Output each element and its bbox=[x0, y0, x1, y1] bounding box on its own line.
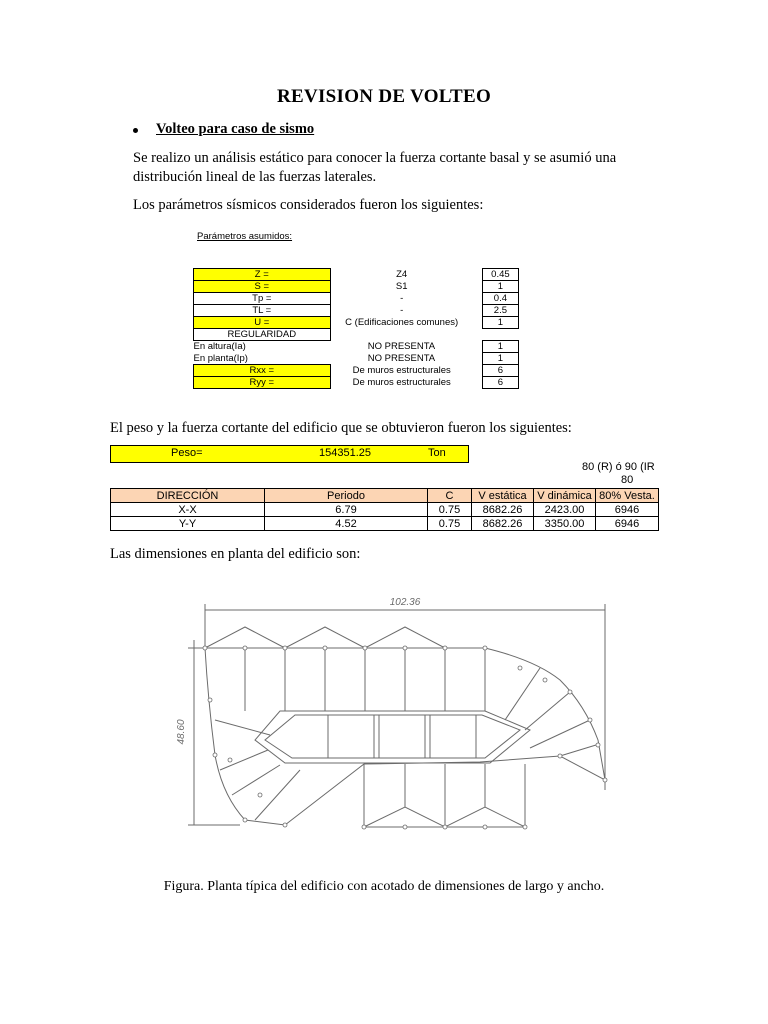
results-table bbox=[110, 488, 659, 531]
table-cell: 0.75 bbox=[428, 503, 472, 517]
param-description: De muros estructurales bbox=[352, 365, 451, 376]
param-value: 1 bbox=[482, 341, 518, 353]
params-row bbox=[194, 293, 519, 305]
peso-value: 154351.25 bbox=[319, 447, 371, 459]
paragraph-2: Los parámetros sísmicos considerados fueron los siguientes: bbox=[133, 197, 484, 213]
table-cell: 6946 bbox=[596, 503, 659, 517]
param-label: U = bbox=[194, 317, 331, 329]
results-column-header: DIRECCIÓN bbox=[111, 489, 265, 503]
width-dimension: 48.60 bbox=[176, 719, 187, 745]
results-column-header: V estática bbox=[472, 489, 534, 503]
param-description: S1 bbox=[395, 281, 408, 292]
params-row bbox=[194, 377, 519, 389]
param-value: 0.4 bbox=[482, 293, 518, 305]
param-description: NO PRESENTA bbox=[367, 341, 436, 352]
param-label: REGULARIDAD bbox=[194, 329, 331, 341]
param-description: - bbox=[400, 293, 404, 304]
table-cell: 6946 bbox=[596, 517, 659, 531]
table-cell: 0.75 bbox=[428, 517, 472, 531]
paragraph-4: Las dimensiones en planta del edificio son: bbox=[110, 546, 361, 562]
param-value: 1 bbox=[482, 353, 518, 365]
table-cell: X-X bbox=[111, 503, 265, 517]
table-cell: Y-Y bbox=[111, 517, 265, 531]
table-cell: 8682.26 bbox=[472, 503, 534, 517]
param-value bbox=[482, 329, 518, 341]
peso-bar bbox=[110, 445, 469, 463]
param-description: De muros estructurales bbox=[352, 377, 451, 388]
param-label: Tp = bbox=[194, 293, 331, 305]
paragraph-1-line-1: Se realizo un análisis estático para conocer la fuerza cortante basal y se asumió una bbox=[133, 150, 617, 166]
table-cell: 3350.00 bbox=[534, 517, 596, 531]
params-table bbox=[193, 268, 519, 389]
param-label: S = bbox=[194, 281, 331, 293]
results-header-row bbox=[111, 489, 659, 503]
param-description: C (Edificaciones comunes) bbox=[345, 317, 459, 328]
param-description: - bbox=[400, 305, 404, 316]
bullet-icon bbox=[133, 128, 138, 133]
params-row bbox=[194, 329, 519, 341]
params-heading: Parámetros asumidos: bbox=[197, 231, 293, 242]
peso-unit: Ton bbox=[428, 447, 446, 459]
param-value: 6 bbox=[482, 377, 518, 389]
page-title: REVISION DE VOLTEO bbox=[276, 86, 492, 107]
params-row bbox=[194, 317, 519, 329]
results-column-header: 80% Vesta. bbox=[596, 489, 659, 503]
note-line-2: 80 bbox=[621, 474, 634, 486]
param-description: Z4 bbox=[396, 269, 408, 280]
table-cell: 4.52 bbox=[265, 517, 428, 531]
table-row bbox=[111, 517, 659, 531]
param-label: En altura(Ia) bbox=[193, 341, 246, 353]
params-row bbox=[194, 341, 519, 353]
results-column-header: Periodo bbox=[265, 489, 428, 503]
param-value: 2.5 bbox=[482, 305, 518, 317]
results-column-header: C bbox=[428, 489, 472, 503]
param-label: En planta(Ip) bbox=[193, 352, 248, 364]
params-row bbox=[194, 365, 519, 377]
param-value: 6 bbox=[482, 365, 518, 377]
param-description: NO PRESENTA bbox=[367, 353, 436, 364]
results-column-header: V dinámica bbox=[534, 489, 596, 503]
params-row bbox=[194, 281, 519, 293]
table-cell: 2423.00 bbox=[534, 503, 596, 517]
param-value: 0.45 bbox=[482, 269, 518, 281]
table-cell: 8682.26 bbox=[472, 517, 534, 531]
params-row bbox=[194, 353, 519, 365]
params-row bbox=[194, 305, 519, 317]
param-label: Ryy = bbox=[194, 377, 331, 389]
table-cell: 6.79 bbox=[265, 503, 428, 517]
table-row bbox=[111, 503, 659, 517]
params-row bbox=[194, 269, 519, 281]
note-line-1: 80 (R) ó 90 (IR bbox=[582, 461, 655, 473]
param-label: TL = bbox=[194, 305, 331, 317]
paragraph-1-line-2: distribución lineal de las fuerzas laterales. bbox=[133, 169, 377, 185]
paragraph-3: El peso y la fuerza cortante del edificio que se obtuvieron fueron los siguientes: bbox=[110, 420, 572, 436]
param-label: Z = bbox=[194, 269, 331, 281]
figure-caption: Figura. Planta típica del edificio con acotado de dimensiones de largo y ancho. bbox=[163, 879, 605, 894]
peso-label: Peso= bbox=[171, 447, 203, 459]
param-value: 1 bbox=[482, 317, 518, 329]
param-description bbox=[330, 329, 473, 341]
param-label: Rxx = bbox=[194, 365, 331, 377]
param-value: 1 bbox=[482, 281, 518, 293]
floor-plan-drawing bbox=[160, 580, 630, 860]
length-dimension: 102.36 bbox=[389, 597, 421, 608]
section-heading: Volteo para caso de sismo bbox=[156, 121, 315, 137]
